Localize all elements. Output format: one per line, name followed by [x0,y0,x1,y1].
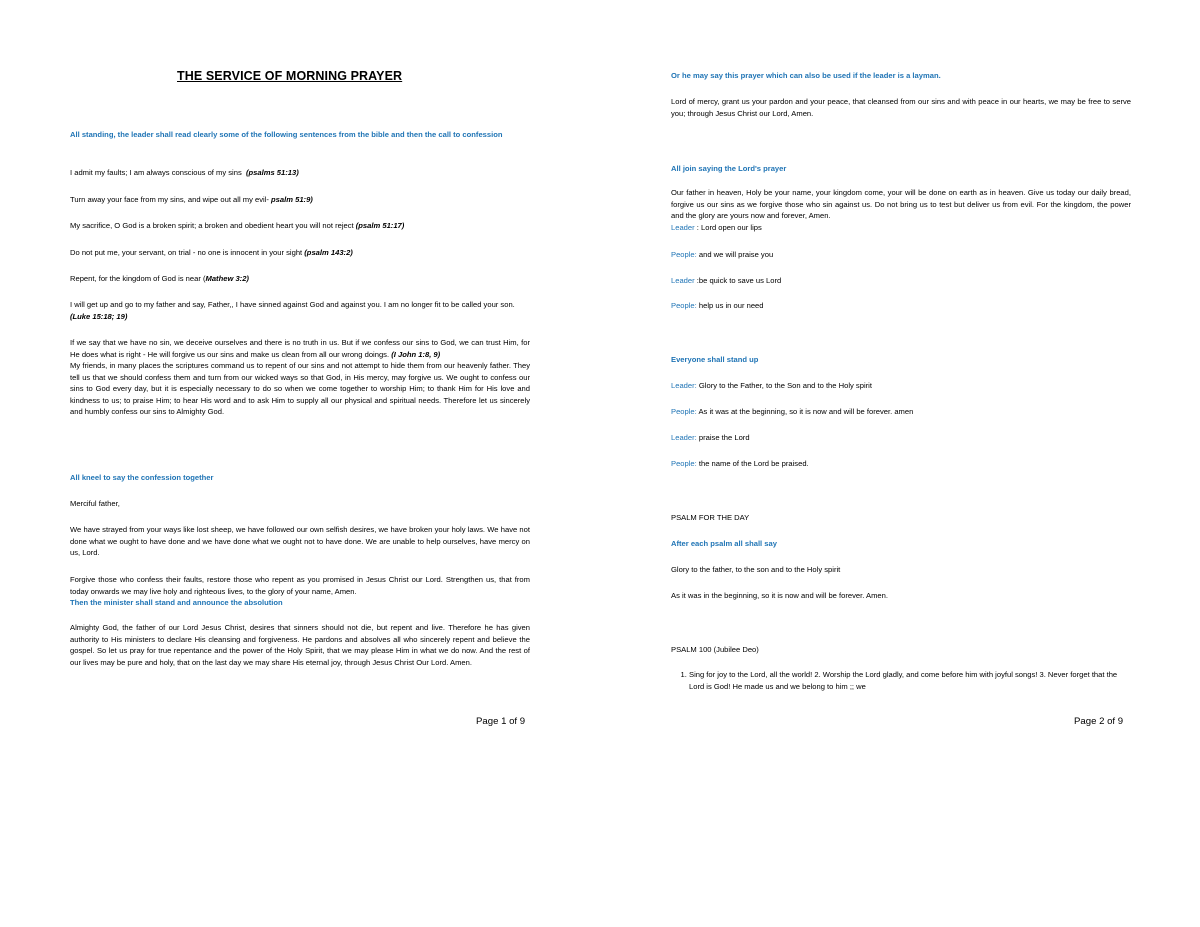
sentence-5 [70,273,530,285]
sentence-1 [70,167,530,179]
sentence-text: My sacrifice, O God is a broken spirit; a broken and obedient heart you will not reject [70,221,354,230]
response-text: Glory to the Father, to the Son and to the Holy spirit [698,381,872,390]
response-text: Lord open our lips [701,222,762,232]
instruction-standing: All standing, the leader shall read clearly some of the following sentences from the bible and then the call to confession [70,130,503,139]
sentence-3 [70,220,530,232]
response-leader [671,380,1131,392]
speaker-label: People: [671,459,697,468]
response-text: help us in our need [698,301,764,310]
instruction-stand: Everyone shall stand up [671,355,759,364]
speaker-label: People: [671,407,697,416]
sentence-text: Turn away your face from my sins, and wipe out all my evil- [70,195,269,204]
scripture-reference: Mathew 3:2) [205,274,249,283]
response-leader [671,432,1131,444]
speaker-label: People: [671,301,697,310]
sentence-text: Do not put me, your servant, on trial - no one is innocent in your sight [70,248,303,257]
instruction-lords-prayer: All join saying the Lord's prayer [671,164,787,173]
layman-prayer: Lord of mercy, grant us your pardon and your peace, that cleansed from our sins and with peace in our hearts, we may be free to serve you; through Jesus Christ our Lord, Amen. [671,97,1131,118]
scripture-reference: (Luke 15:18; 19) [70,311,128,321]
response-people [671,458,1131,470]
response-people [671,406,1131,418]
scripture-reference: (I John 1:8, 9) [391,349,441,359]
document-title: THE SERVICE OF MORNING PRAYER [177,69,403,83]
instruction-layman: Or he may say this prayer which can also be used if the leader is a layman. [671,71,941,80]
speaker-label: Leader: [671,381,697,390]
response-text: and we will praise you [698,250,774,259]
scripture-reference: (psalms 51:13) [246,168,299,177]
response-text: As it was at the beginning, so it is now and will be forever. amen [698,407,914,416]
sentence-6 [70,299,530,322]
sentence-2 [70,194,530,206]
scripture-reference: (psalm 143:2) [304,248,353,257]
instruction-psalm: After each psalm all shall say [671,539,777,548]
separator: : [694,276,699,285]
call-paragraph-2: My friends, in many places the scriptures command us to repent of our sins and not attempt to hide them from our heavenly father. They tell us that we should confess them and turn from our wicked ways so that God, in His mercy, may forgive us. We ought to confess our sins to God every day, but it is especially necessary to do so when we come together to worship Him; to thank Him for His love and kindness to us; to praise Him; to hear His word and to ask Him to supply all our physical and spiritual needs. Therefore let us sincerely and humbly confess our sins to Almighty God. [70,361,530,416]
sentence-4 [70,247,530,259]
page-number: Page 1 of 9 [476,716,526,727]
speaker-label: Leader: [671,433,697,442]
response-people [671,300,1131,312]
response-leader [671,275,1131,287]
page-1 [0,0,560,927]
confession-salutation: Merciful father, [70,499,120,508]
instruction-absolution: Then the minister shall stand and announce the absolution [70,598,283,607]
response-text: praise the Lord [698,433,750,442]
gloria-line-2: As it was in the beginning, so it is now and will be forever. Amen. [671,591,888,600]
call-paragraph-1: If we say that we have no sin, we deceive ourselves and there is no truth in us. But if we confess our sins to God, we can trust Him, for He does what is right - He will forgive us our sins and make us clean from all our wrong doings. [70,338,530,359]
speaker-label: People: [671,250,697,259]
speaker-label: Leader [671,276,695,285]
instruction-kneel: All kneel to say the confession together [70,473,214,482]
sentence-text: Repent, for the kingdom of God is near ( [70,274,206,283]
confession-paragraph-1: We have strayed from your ways like lost sheep, we have followed our own selfish desires, we have broken your holy laws. We have not done what we ought to have done and we have done what we ought not to have done. We are unable to help ourselves, have mercy on us, Lord. [70,525,530,557]
psalm-100-list [671,669,1131,692]
psalm-100-heading: PSALM 100 (Jubilee Deo) [671,645,759,654]
page-2 [600,0,1160,927]
confession-text: Forgive those who confess their faults, restore those who repent as you promised in Jesus Christ our Lord. Strengthen us, that from today onwards we may live holy and righteous lives, to the glory of your name, Amen. [70,575,530,596]
call-to-confession [70,337,530,418]
scripture-reference: psalm 51:9) [271,195,313,204]
response-text: be quick to save us Lord [698,276,782,285]
psalm-heading: PSALM FOR THE DAY [671,513,750,522]
speaker-label: Leader [671,222,695,232]
separator: : [694,222,701,232]
sentence-text: I admit my faults; I am always conscious of my sins [70,168,242,177]
lords-prayer [671,187,1131,233]
sentence-text: I will get up and go to my father and say, Father,, I have sinned against God and against you. I am no longer fit to be called your son. [70,300,515,309]
response-leader [671,223,762,232]
response-people [671,249,1131,261]
gloria-line-1: Glory to the father, to the son and to the Holy spirit [671,565,841,574]
scripture-reference: (psalm 51:17) [355,221,405,230]
absolution-paragraph: Almighty God, the father of our Lord Jesus Christ, desires that sinners should not die, but repent and live. Therefore he has given authority to His ministers to declare His cleansing and forgiveness. He pardons and absolves all who sincerely repent and believe the gospel. So let us pray for true repentance and the power of the Holy Spirit, that we may please Him in what we do now. And the rest of our lives may be pure and holy, that on the last day we may share His eternal joy, through Jesus Christ Our Lord. Amen. [70,623,530,667]
lords-prayer-text: Our father in heaven, Holy be your name, your kingdom come, your will be done on earth as in heaven. Give us today our daily bread, forgive us our sins as we forgive those who sin against us. Do not bring us to test but deliver us from evil. For the kingdom, the power and the glory are yours now and forever, Amen. [671,188,1131,220]
response-text: the name of the Lord be praised. [698,459,809,468]
list-item: 1. Sing for joy to the Lord, all the world! 2. Worship the Lord gladly, and come before him with joyful songs! 3. Never forget that the Lord is God! He made us and we belong to him ;; we [689,669,1131,692]
confession-paragraph-2 [70,574,530,609]
page-number: Page 2 of 9 [1074,716,1124,727]
